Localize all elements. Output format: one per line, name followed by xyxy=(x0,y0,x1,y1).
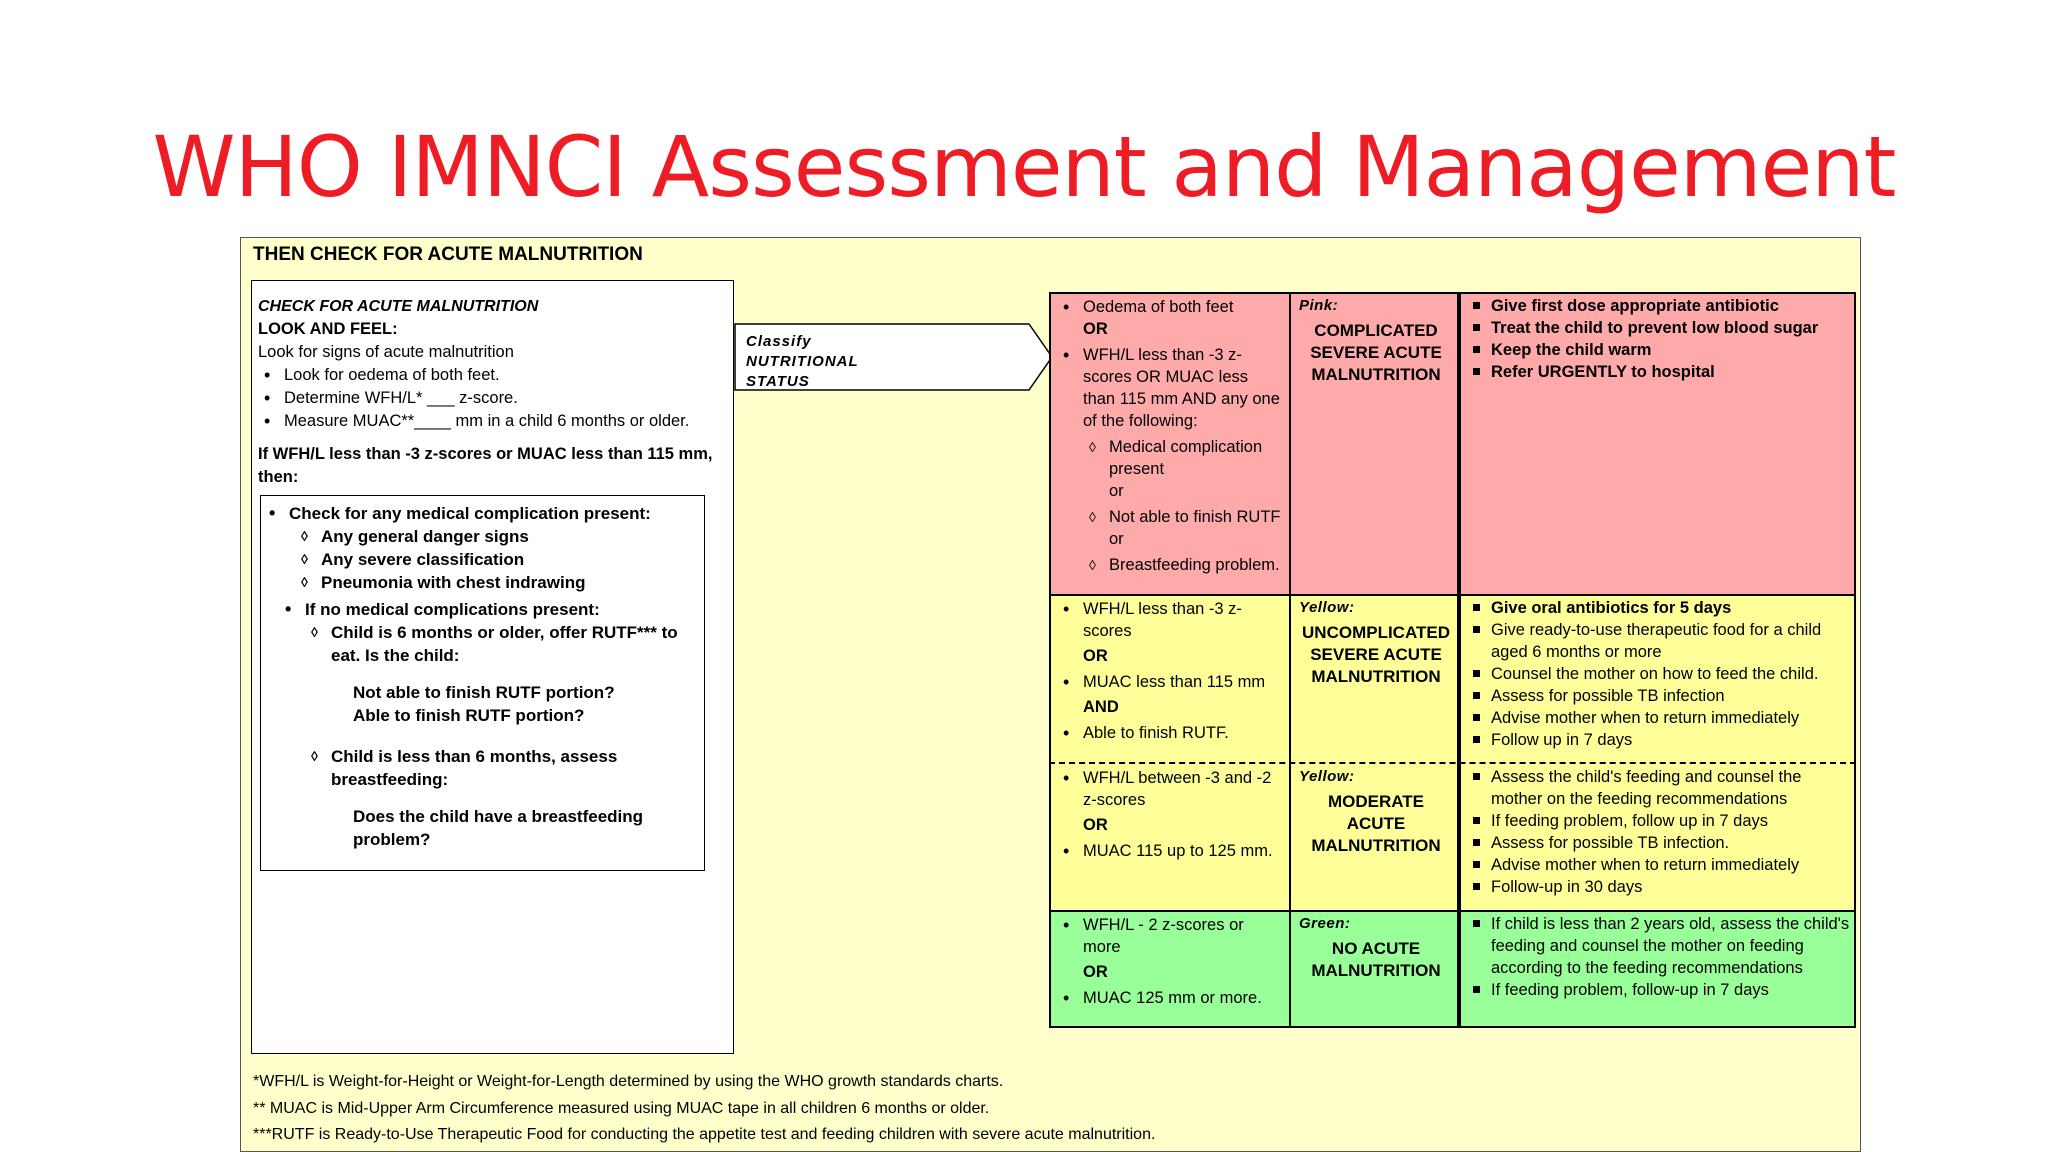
older-child-item: ◊ Child is 6 months or older, offer RUTF*** to eat. Is the child: xyxy=(305,621,698,667)
assessment-box xyxy=(251,280,734,1054)
assessment-list xyxy=(258,364,727,433)
treatment-cell xyxy=(1459,594,1856,763)
signs-cell: • Oedema of both feet OR • WFH/L less than -3 z-scores OR MUAC less than 115 mm AND any one of the following: ◊ Medical complication present or ◊ Not able to finish RUTF or ◊ Breastfeeding problem. xyxy=(1049,292,1289,594)
assessment-item: • Measure MUAC**____ mm in a child 6 months or older. xyxy=(258,410,727,433)
complication-item: ◊ Any severe classification xyxy=(295,548,698,571)
column-divider-thick xyxy=(1457,292,1461,1028)
table-row-yellow-severe xyxy=(1049,594,1856,763)
footnote: ** MUAC is Mid-Upper Arm Circumference measured using MUAC tape in all children 6 months or older. xyxy=(253,1099,990,1117)
treatment-item: Advise mother when to return immediately xyxy=(1469,707,1850,729)
classify-arrow xyxy=(734,323,1054,391)
treatment-item: Follow-up in 30 days xyxy=(1469,876,1850,898)
slide-title: WHO IMNCI Assessment and Management xyxy=(152,118,1896,216)
row-divider xyxy=(1049,594,1856,596)
column-divider xyxy=(1289,292,1291,1028)
classification-name: UNCOMPLICATED SEVERE ACUTE MALNUTRITION xyxy=(1302,623,1450,686)
table-border xyxy=(1049,1026,1856,1028)
treatment-item: Advise mother when to return immediately xyxy=(1469,854,1850,876)
malnutrition-chart xyxy=(240,237,1861,1152)
classification-cell xyxy=(1289,292,1459,594)
treatment-item: Give ready-to-use therapeutic food for a child aged 6 months or more xyxy=(1469,619,1850,663)
row-divider xyxy=(1049,910,1856,912)
signs-cell: • WFH/L between -3 and -2 z-scores OR • MUAC 115 up to 125 mm. xyxy=(1049,763,1289,910)
signs-cell: • WFH/L - 2 z-scores or more OR • MUAC 125 mm or more. xyxy=(1049,910,1289,1028)
classify-label: Classify NUTRITIONAL STATUS xyxy=(746,333,859,390)
color-label: Yellow: xyxy=(1299,768,1355,785)
assessment-condition: If WFH/L less than -3 z-scores or MUAC less than 115 mm, then: xyxy=(258,445,713,486)
question-able: Able to finish RUTF portion? xyxy=(353,706,585,725)
table-border xyxy=(1049,292,1856,294)
assessment-intro: Look for signs of acute malnutrition xyxy=(258,343,514,361)
color-label: Yellow: xyxy=(1299,599,1355,616)
treatment-item: If feeding problem, follow-up in 7 days xyxy=(1469,979,1850,1001)
assessment-item: • Look for oedema of both feet. xyxy=(258,364,727,387)
classification-cell xyxy=(1289,763,1459,910)
question-not-able: Not able to finish RUTF portion? xyxy=(353,683,615,702)
footnote: ***RUTF is Ready-to-Use Therapeutic Food for conducting the appetite test and feeding children with severe acute malnutrition. xyxy=(253,1126,1156,1143)
color-label: Pink: xyxy=(1299,297,1339,314)
treatment-item: Follow up in 7 days xyxy=(1469,729,1850,751)
treatment-cell xyxy=(1459,763,1856,910)
question-breastfeeding: Does the child have a breastfeeding problem? xyxy=(353,807,644,849)
signs-cell: • WFH/L less than -3 z-scores OR • MUAC less than 115 mm AND • Able to finish RUTF. xyxy=(1049,594,1289,763)
complication-item: ◊ Pneumonia with chest indrawing xyxy=(295,571,698,594)
table-border xyxy=(1049,292,1051,1028)
look-feel-heading: LOOK AND FEEL: xyxy=(258,320,398,338)
table-row-yellow-moderate xyxy=(1049,763,1856,910)
classification-cell xyxy=(1289,594,1459,763)
footnotes xyxy=(253,1069,1155,1149)
chart-header: THEN CHECK FOR ACUTE MALNUTRITION xyxy=(253,244,643,265)
treatment-item: Give oral antibiotics for 5 days xyxy=(1469,597,1850,619)
classification-name: MODERATE ACUTE MALNUTRITION xyxy=(1311,792,1441,855)
younger-child-item: ◊ Child is less than 6 months, assess breastfeeding: xyxy=(305,745,698,791)
row-divider-dashed xyxy=(1049,762,1856,764)
treatment-item: Assess for possible TB infection xyxy=(1469,685,1850,707)
assessment-item: • Determine WFH/L* ___ z-score. xyxy=(258,387,727,410)
classification-name: NO ACUTE MALNUTRITION xyxy=(1311,939,1441,980)
treatment-item: If feeding problem, follow up in 7 days xyxy=(1469,810,1850,832)
treatment-item: Keep the child warm xyxy=(1469,339,1850,361)
table-row-green xyxy=(1049,910,1856,1028)
classification-name: COMPLICATED SEVERE ACUTE MALNUTRITION xyxy=(1310,321,1442,384)
treatment-item: Treat the child to prevent low blood sugar xyxy=(1469,317,1850,339)
table-row-pink xyxy=(1049,292,1856,594)
classification-cell xyxy=(1289,910,1459,1028)
treatment-item: Counsel the mother on how to feed the child. xyxy=(1469,663,1850,685)
complication-check: • Check for any medical complication present: ◊ Any general danger signs ◊ Any severe classification ◊ Pneumonia with chest indrawing xyxy=(263,502,698,594)
footnote: *WFH/L is Weight-for-Height or Weight-for-Length determined by using the WHO growth standards charts. xyxy=(253,1073,1004,1090)
classification-table xyxy=(1049,292,1856,1028)
complication-item: ◊ Any general danger signs xyxy=(295,525,698,548)
complication-box xyxy=(260,495,705,871)
color-label: Green: xyxy=(1299,915,1351,932)
treatment-item: If child is less than 2 years old, assess the child's feeding and counsel the mother on feeding according to the feeding recommendations xyxy=(1469,913,1850,979)
assessment-title: CHECK FOR ACUTE MALNUTRITION xyxy=(258,298,539,315)
table-border xyxy=(1854,292,1856,1028)
no-complication-item: • If no medical complications present: ◊ Child is 6 months or older, offer RUTF*** to eat. Is the child: Not able to finish RUTF portion? Able to finish RUTF portion? ◊ Child is less than 6 months, assess breastfeeding: Does the child have a breastfeeding problem? xyxy=(279,598,698,851)
treatment-item: Assess for possible TB infection. xyxy=(1469,832,1850,854)
treatment-item: Assess the child's feeding and counsel the mother on the feeding recommendations xyxy=(1469,766,1850,810)
treatment-cell xyxy=(1459,910,1856,1028)
treatment-item: Give first dose appropriate antibiotic xyxy=(1469,295,1850,317)
treatment-item: Refer URGENTLY to hospital xyxy=(1469,361,1850,383)
treatment-cell xyxy=(1459,292,1856,594)
